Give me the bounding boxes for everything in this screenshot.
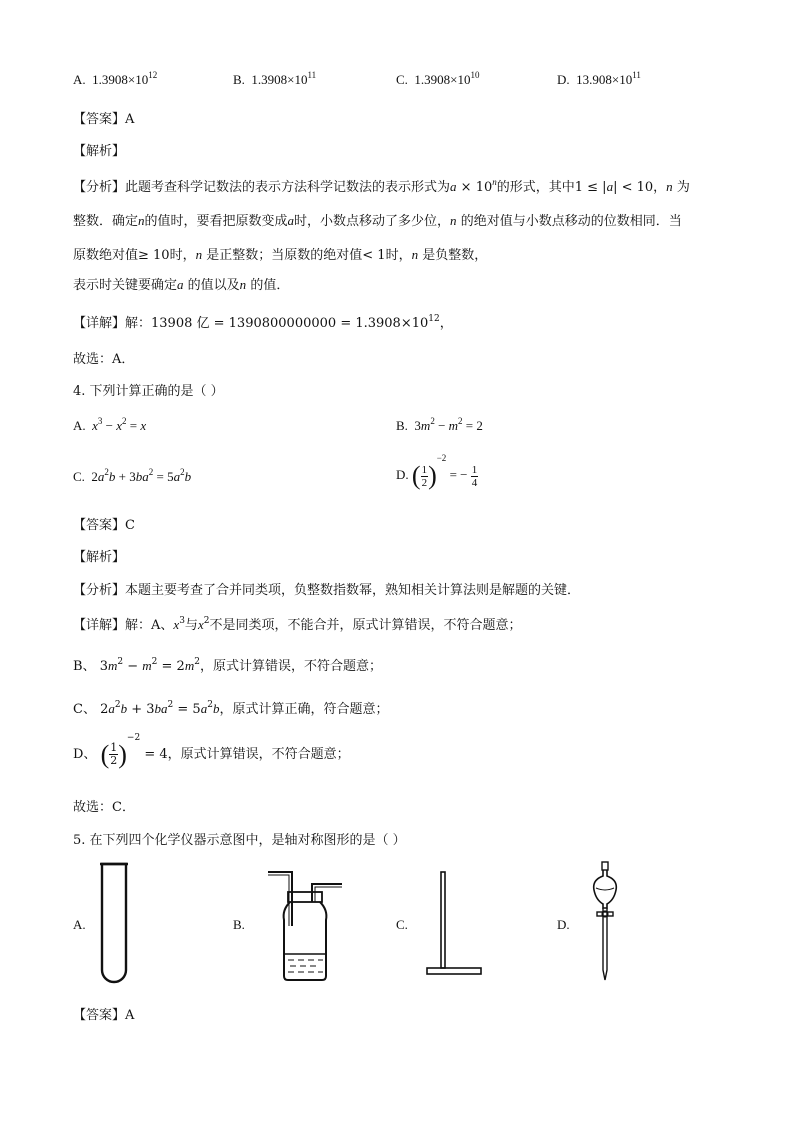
q5-label-a: A.	[73, 917, 86, 932]
q4-detail-d: D、 ( $\frac{1}{2}$ )$^{-2}$ = 4，原式计算错误，不符合题意；	[73, 733, 350, 769]
q5-label-b: B.	[233, 917, 245, 932]
q4-option-a: A. $x^3 - x^2 = x$	[73, 416, 147, 433]
q4-stem: 4. 下列计算正确的是（ ）	[73, 384, 224, 399]
q3-analysis-line3: 原数绝对值≥ 10时，n 是正整数；当原数的绝对值< 1时，n 是负整数，	[73, 247, 488, 263]
q3-answer: 【答案】A	[73, 112, 135, 127]
option-a: A. $1.3908\times 10^{12}$	[73, 70, 158, 87]
q4-jiexi: 【解析】	[73, 550, 126, 565]
option-c: C. $1.3908\times 10^{10}$	[396, 70, 480, 87]
q5-stem: 5. 在下列四个化学仪器示意图中，是轴对称图形的是（ ）	[73, 833, 406, 848]
q4-choose: 故选：C．	[73, 800, 135, 815]
q3-detail: 【详解】解：13908 亿 = $1390800000000 = 1.3908\times 10^{12}$，	[73, 314, 453, 331]
q4-option-b: B. $3m^2 - m^2 = 2$	[396, 416, 483, 433]
q4-answer: 【答案】C	[73, 518, 135, 533]
iron-stand-figure	[424, 870, 484, 978]
q3-analysis-line2: 整数．确定n的值时，要看把原数变成a时，小数点移动了多少位，n 的绝对值与小数点移动的位数相同．当	[73, 213, 682, 229]
q3-analysis-line4: 表示时关键要确定a 的值以及n 的值．	[73, 277, 290, 293]
q5-label-d: D.	[557, 917, 570, 932]
q3-analysis-line1: 【分析】此题考查科学记数法的表示方法科学记数法的表示形式为$a \times 10^n$的形式，其中1 ≤ |a| < 10，n 为	[73, 177, 690, 195]
separatory-funnel-figure	[590, 860, 620, 986]
option-b: B. $1.3908\times 10^{11}$	[233, 70, 317, 87]
q4-detail-b: B、 $3m^2 - m^2 = 2m^2$，原式计算错误，不符合题意；	[73, 657, 382, 674]
q4-detail-c: C、 $2a^2b + 3ba^2 = 5a^2b$，原式计算正确，符合题意；	[73, 700, 389, 717]
gas-washing-bottle-figure	[262, 862, 348, 986]
q5-answer: 【答案】A	[73, 1008, 135, 1023]
q4-option-d: D. ( $\frac{1}{2}$ )$^{-2}$ = − $\frac{1}{4}$	[396, 453, 478, 491]
q4-detail-a: 【详解】解：A、$x^3$与$x^2$不是同类项，不能合并，原式计算错误，不符合题意；	[73, 616, 522, 633]
q5-label-c: C.	[396, 917, 408, 932]
q3-jiexi: 【解析】	[73, 144, 126, 159]
test-tube-figure	[96, 860, 132, 988]
option-d: D. $13.908\times 10^{11}$	[557, 70, 641, 87]
q3-choose: 故选：A．	[73, 352, 135, 367]
q4-analysis: 【分析】本题主要考查了合并同类项，负整数指数幂，熟知相关计算法则是解题的关键．	[73, 583, 581, 598]
q4-option-c: C. $2a^2b + 3ba^2 = 5a^2b$	[73, 467, 192, 484]
